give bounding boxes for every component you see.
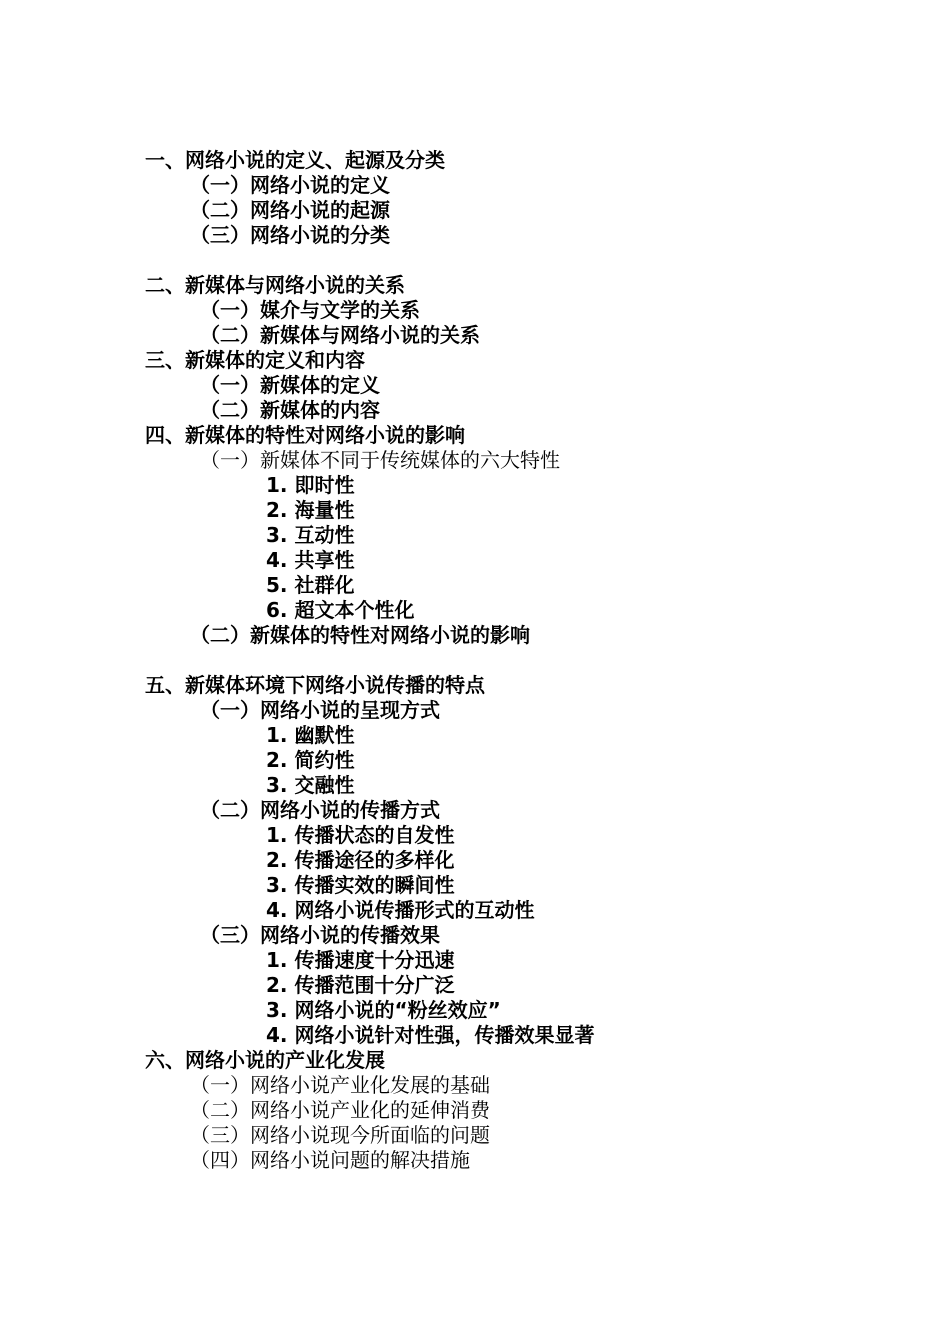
section-heading: 一、网络小说的定义、起源及分类 — [145, 148, 445, 172]
subsection-heading: （一）网络小说的呈现方式 — [200, 698, 440, 722]
subsection-heading: （一）新媒体的定义 — [200, 373, 380, 397]
subsection-heading: （二）新媒体与网络小说的关系 — [200, 323, 480, 347]
subsection-heading: （一）新媒体不同于传统媒体的六大特性 — [200, 448, 560, 472]
list-item: 4. 网络小说针对性强，传播效果显著 — [266, 1023, 595, 1047]
section-heading: 三、新媒体的定义和内容 — [145, 348, 365, 372]
subsection-heading: （三）网络小说的分类 — [190, 223, 390, 247]
list-item: 3. 网络小说的“粉丝效应” — [266, 998, 501, 1022]
section-heading: 四、新媒体的特性对网络小说的影响 — [145, 423, 465, 447]
list-item: 3. 传播实效的瞬间性 — [266, 873, 455, 897]
section-heading: 六、网络小说的产业化发展 — [145, 1048, 385, 1072]
list-item: 1. 传播状态的自发性 — [266, 823, 455, 847]
subsection-heading: （一）媒介与文学的关系 — [200, 298, 420, 322]
list-item: 1. 幽默性 — [266, 723, 355, 747]
subsection-heading: （二）新媒体的内容 — [200, 398, 380, 422]
list-item: 2. 简约性 — [266, 748, 355, 772]
list-item: 2. 海量性 — [266, 498, 355, 522]
section-heading: 五、新媒体环境下网络小说传播的特点 — [145, 673, 485, 697]
list-item: 1. 传播速度十分迅速 — [266, 948, 455, 972]
subsection-heading: （二）网络小说的起源 — [190, 198, 390, 222]
subsection-heading: （二）网络小说的传播方式 — [200, 798, 440, 822]
subsection-heading: （三）网络小说的传播效果 — [200, 923, 440, 947]
list-item: 3. 交融性 — [266, 773, 355, 797]
list-item: 4. 网络小说传播形式的互动性 — [266, 898, 535, 922]
list-item: 3. 互动性 — [266, 523, 355, 547]
subsection-heading: （三）网络小说现今所面临的问题 — [190, 1123, 490, 1147]
subsection-heading: （四）网络小说问题的解决措施 — [190, 1148, 470, 1172]
list-item: 2. 传播范围十分广泛 — [266, 973, 455, 997]
list-item: 1. 即时性 — [266, 473, 355, 497]
subsection-heading: （一）网络小说产业化发展的基础 — [190, 1073, 490, 1097]
subsection-heading: （一）网络小说的定义 — [190, 173, 390, 197]
list-item: 6. 超文本个性化 — [266, 598, 415, 622]
list-item: 5. 社群化 — [266, 573, 355, 597]
subsection-heading: （二）新媒体的特性对网络小说的影响 — [190, 623, 530, 647]
section-heading: 二、新媒体与网络小说的关系 — [145, 273, 405, 297]
list-item: 4. 共享性 — [266, 548, 355, 572]
list-item: 2. 传播途径的多样化 — [266, 848, 455, 872]
subsection-heading: （二）网络小说产业化的延伸消费 — [190, 1098, 490, 1122]
